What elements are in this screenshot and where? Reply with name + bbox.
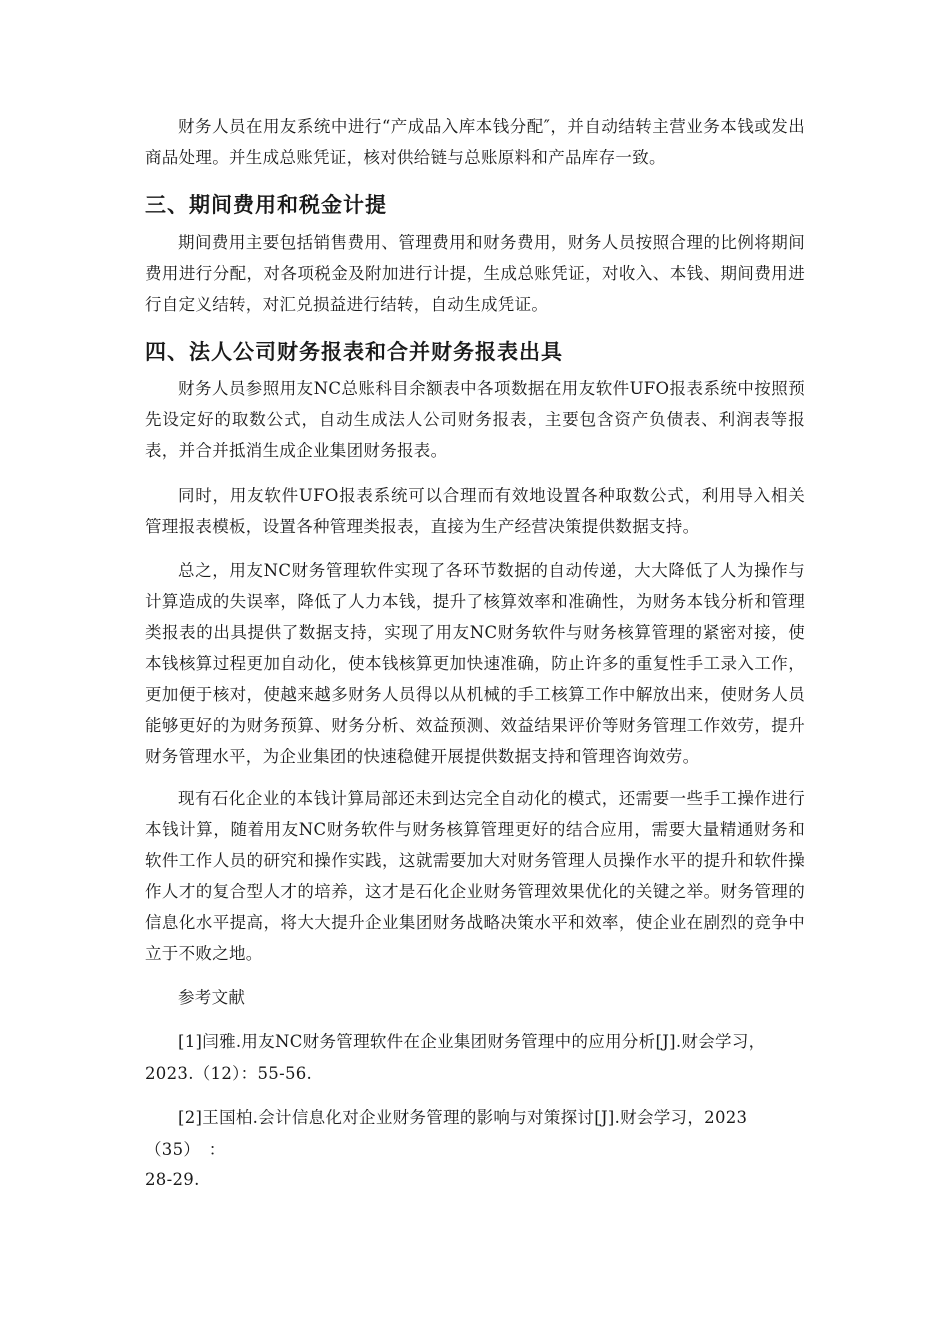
section-heading-period-expenses: 三、期间费用和税金计提 — [145, 193, 387, 217]
reference-2-line-2: （35） ： — [145, 1140, 226, 1159]
reference-1-line-1: [1]闫雅.用友NC财务管理软件在企业集团财务管理中的应用分析[J].财会学习， — [178, 1032, 766, 1051]
paragraph-ufo-reports: 同时，用友软件UFO报表系统可以合理而有效地设置各种取数公式，利用导入相关管理报表模板，设置各种管理类报表，直接为生产经营决策提供数据支持。 — [145, 486, 805, 536]
section-heading-financial-statements: 四、法人公司财务报表和合并财务报表出具 — [145, 340, 563, 364]
references-title: 参考文献 — [178, 988, 246, 1007]
paragraph-outlook: 现有石化企业的本钱计算局部还未到达完全自动化的模式，还需要一些手工操作进行本钱计算，随着用友NC财务软件与财务核算管理更好的结合应用，需要大量精通财务和软件工作人员的研究和操作实践，这就需要加大对财务管理人员操作水平的提升和软件操作人才的复合型人才的培养，这才是石化企业财务管理效果优化的关键之举。财务管理的信息化水平提高，将大大提升企业集团财务战略决策水平和效率，使企业在剧烈的竞争中立于不败之地。 — [145, 789, 805, 963]
reference-2-line-3: 28-29. — [145, 1170, 200, 1189]
reference-1-line-2: 2023.（12）：55-56. — [145, 1064, 313, 1083]
paragraph-financial-statements: 财务人员参照用友NC总账科目余额表中各项数据在用友软件UFO报表系统中按照预先设定好的取数公式，自动生成法人公司财务报表，主要包含资产负债表、利润表等报表，并合并抵消生成企业集团财务报表。 — [145, 379, 805, 460]
paragraph-cost-allocation: 财务人员在用友系统中进行“产成品入库本钱分配″，并自动结转主营业务本钱或发出商品处理。并生成总账凭证，核对供给链与总账原料和产品库存一致。 — [145, 117, 805, 167]
paragraph-period-expenses: 期间费用主要包括销售费用、管理费用和财务费用，财务人员按照合理的比例将期间费用进行分配，对各项税金及附加进行计提，生成总账凭证，对收入、本钱、期间费用进行自定义结转，对汇兑损益进行结转，自动生成凭证。 — [145, 233, 805, 314]
paragraph-summary: 总之，用友NC财务管理软件实现了各环节数据的自动传递，大大降低了人为操作与计算造成的失误率，降低了人力本钱，提升了核算效率和准确性，为财务本钱分析和管理类报表的出具提供了数据支持，实现了用友NC财务软件与财务核算管理的紧密对接，使本钱核算过程更加自动化，使本钱核算更加快速准确，防止许多的重复性手工录入工作，更加便于核对，使越来越多财务人员得以从机械的手工核算工作中解放出来，使财务人员能够更好的为财务预算、财务分析、效益预测、效益结果评价等财务管理工作效劳，提升财务管理水平，为企业集团的快速稳健开展提供数据支持和管理咨询效劳。 — [145, 561, 805, 766]
reference-2-line-1: [2]王国柏.会计信息化对企业财务管理的影响与对策探讨[J].财会学习，2023 — [178, 1108, 748, 1127]
